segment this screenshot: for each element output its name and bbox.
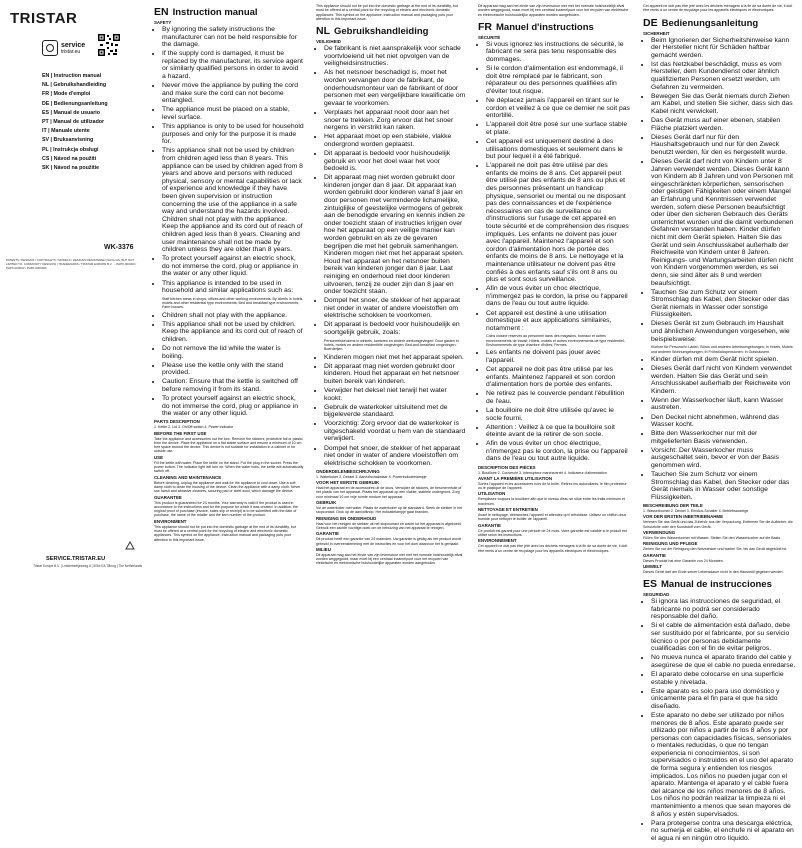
environment-list: Küchen für Personal in Läden, Büros und anderen Arbeitsumgebungen; In Hotels, Motels und anderen Wohnumgebungen; In Frühstückspensionen; In Gutshäusern. [651,345,793,354]
section-heading: REINIGUNG UND PFLEGE [643,541,698,547]
section-heading: SEGURIDAD [643,592,670,598]
language-title: Gebruikshandleiding [334,26,429,38]
section-heading: VOR DER ERSTEN INBETRIEBNAHME [643,514,724,520]
list-item: • Als het netsnoer beschadigd is, moet het worden vervangen door de fabrikant, de onderhoudsmonteur van de fabrikant of door personen met een vergelijkbare kwalificatie om gevaar te voorkomen. [324,69,466,107]
list-item: • Never move the appliance by pulling the cord and make sure the cord can not become entangled. [162,82,304,105]
brand-column [0,0,144,575]
list-item: • Vorsicht: Der Wasserkocher muss ausgeschaltet sein, bevor er von der Basis genommen wird. [651,447,796,470]
section-heading: SICHERHEIT [643,30,670,36]
list-item: • Attention : Veillez à ce que la bouilloire soit éteinte avant de la retirer de son socle. [486,424,631,439]
list-item: • Bitte den Wasserkocher nur mit der mitgelieferten Basis verwenden. [651,430,796,445]
list-item: • Bewegen Sie das Gerät niemals durch Ziehen am Kabel, und stellen Sie sicher, dass sich das Kabel nicht verwickelt. [651,93,796,116]
paragraph: Ce produit est garanti pour une période de 24 mois. Votre garantie est valable si le produit est utilisé selon les instructions. [478,528,627,537]
list-item: • Das Gerät muss auf einer ebenen, stabilen Fläche platziert werden. [651,117,796,132]
list-item: • This appliance shall not be used by children from children aged less than 8 years. This appliance can be used by children aged from 8 years and above and persons with reduced physical, sensory or mental capabilities or lack of experience and knowledge if they have been given supervision or instruction concerning the use of the appliance in a safe way and understand the hazards involved. Children shall not play with the appliance. Keep the appliance and its cord out of reach of children aged less than 8 years. Cleaning and user maintenance shall not be made by children unless they are older than 8 years. [162,147,304,253]
list-item: • Afin de vous éviter un choc électrique, n'immergez pas le cordon, la prise ou l'appareil dans de l'eau ou tout autre liquide. [486,440,631,463]
language-code: ES [643,578,658,591]
list-item: • Verwijder het deksel niet terwijl het water kookt. [324,387,466,402]
manual-item: ES | Manual de usuario [42,109,100,116]
de-header [643,17,796,29]
paragraph: Cet appareil ne doit pas être jeté avec les déchets ménagers à la fin de sa durée de vie, il doit être remis à un centre de recyclage pour les appareils électriques et électroniques. [643,4,793,13]
en-header [154,6,304,18]
manual-language-list [42,72,140,173]
parts-description: 1. Wasserkocher 2. Deckel 3. Ein/Aus-Schalter 4. Betriebsanzeige [643,509,749,514]
list-item: • Cet appareil ne doit pas être utilisé par les enfants. Maintenez l'appareil et son cordon d'alimentation hors de portée des enfants. [486,366,631,389]
list-item: • No mueva nunca el aparato tirando del cable y asegúrese de que el cable no pueda enredarse. [651,654,796,669]
paragraph: Haal voor het reinigen de stekker uit het stopcontact en wacht tot het apparaat is afgekoeld. Gebruik een zachte vochtige doek om de behuizing van het apparaat te reinigen. [316,521,462,530]
parts-description: 1. Bouilloire 2. Couvercle 3. Interrupteur marche/arrêt 4. Indicateur d'alimentation [478,470,607,475]
paragraph: Dit product heeft een garantie van 24 maanden. Uw garantie is geldig als het product wordt gebruikt in overeenstemming met de instructies en voor het doel waarvoor het is gemaakt. [316,537,461,546]
list-item: • Si el cable de alimentación está dañado, debe ser sustituido por el fabricante, por su servicio técnico o por personas debidamente cualificadas con el fin de evitar peligros. [651,622,796,652]
list-item: • Afin de vous éviter un choc électrique, n'immergez pas le cordon, la prise ou l'appareil dans de l'eau ou tout autre liquide. [486,285,631,308]
section-heading: VOOR HET EERSTE GEBRUIK [316,480,380,486]
safety-list [643,598,796,842]
paragraph: Füllen Sie den Wasserkocher mit Wasser. Stellen Sie den Wasserkocher auf die Basis. [643,535,782,540]
section-heading: ENVIRONMENT [154,518,187,524]
safety-list-2 [478,349,631,463]
nl-header [316,25,466,37]
language-title: Bedienungsanleitung [661,17,759,29]
list-item: • L'appareil ne doit pas être utilisé par des enfants de moins de 8 ans. Cet appareil peut être utilisé par des enfants de 8 ans ou plus et des personnes présentant un handicap physique, sensoriel ou mental ou ne disposant pas des connaissances et de l'expérience nécessaires en cas de surveillance ou d'instructions sur l'usage de cet appareil en toute sécurité et de compréhension des risques impliqués. Les enfants ne doivent pas jouer avec l'appareil. Maintenez l'appareil et son cordon d'alimentation hors de portée des enfants de moins de 8 ans. Le nettoyage et la maintenance utilisateur ne doivent pas être confiés à des enfants sauf s'ils ont 8 ans ou plus et sont sous surveillance. [486,162,631,284]
paragraph: Sortez l'appareil et les accessoires hors de la boîte. Retirez les autocollants, le film protecteur ou le plastique de l'appareil. [478,481,627,491]
section-heading: GARANTIE [643,552,666,558]
section-heading: GEBRUIK [316,500,337,506]
tristar-logo: TRISTAR [10,10,78,27]
list-item: • Please use the kettle only with the stand provided. [162,362,304,377]
manual-item: DE | Bedienungsanleitung [42,100,108,107]
manual-item: PL | Instrukcja obsługi [42,146,99,153]
paragraph: Vul de waterkoker met water. Plaats de waterkoker op de standaard. Steek de stekker in het stopcontact. Druk op de aan/uitknop. Het indicatielampje gaat branden. [316,506,463,515]
section-heading: USE [154,454,164,460]
list-item: • Dieses Gerät darf nicht von Kindern verwendet werden. Halten Sie das Gerät und sein Anschlusskabel außerhalb der Reichweite von Kindern. [651,365,796,395]
manual-item: CS | Návod na použití [42,155,97,162]
section-heading: GUARANTEE [154,494,182,500]
list-item: • El aparato debe colocarse en una superficie estable y nivelada. [651,671,796,686]
safety-list-2 [316,354,466,468]
list-item: • Les enfants ne doivent pas jouer avec l'appareil. [486,349,631,364]
section-heading: BEFORE THE FIRST USE [154,430,207,436]
list-item: • Dit apparaat is bedoeld voor huishoudelijk gebruik en voor het doel waar het voor bedoeld is. [324,150,466,173]
paragraph: Dit apparaat mag aan het einde van zijn levensduur niet met het normale huishoudelijk afval worden weggegooid, maar moet bij een centraal inzamelpunt voor het recyclen van elektrische en elektronische huishoudelijke apparaten worden aangeboden. [316,552,463,566]
list-item: • To protect yourself against an electric shock, do not immerse the cord, plug or appliance in the water or any other liquid. [162,255,304,278]
paragraph: This appliance should not be put into the domestic garbage at the end of its durability, but must be offered at a central point for the recycling of electric and electronic domestic appliances. This symbol on the appliance, instruction manual and packaging puts your attention to this important issue. [316,4,458,21]
paragraph: Avant le nettoyage, débranchez l'appareil et attendez qu'il refroidisse. Utilisez un chiffon doux humide pour nettoyer le boîtier de l'appareil. [478,513,627,522]
environment-list: Coins cuisine réservés au personnel dans des magasins, bureaux et autres environnements de travail; Hôtels, motels et autres environnements de type résidentiel; Environnements de type chambre d'hôtes; Fermes. [486,334,625,347]
section-heading: GARANTIE [478,522,501,528]
section-heading: NETTOYAGE ET ENTRETIEN [478,507,538,513]
list-item: • By ignoring the safety instructions the manufacturer can not be held responsible for the damage. [162,26,304,49]
list-item: • Dit apparaat mag niet worden gebruikt door kinderen jonger dan 8 jaar. Dit apparaat kan worden gebruikt door kinderen vanaf 8 jaar en door personen met verminderde lichamelijke, zintuiglijke of geestelijke vermogens of gebrek aan de benodigde ervaring en kennis indien ze onder toezicht staan of instructies krijgen over hoe het apparaat op een veilige manier kan worden gebruikt en als ze de gevaren begrijpen die met het gebruik samenhangen. Kinderen mogen niet met het apparaat spelen. Houd het apparaat en het netsnoer buiten bereik van kinderen jonger dan 8 jaar. Laat reiniging en onderhoud niet door kinderen uitvoeren, tenzij ze ouder zijn dan 8 jaar en onder toezicht staan. [324,174,466,296]
list-item: • Ne déplacez jamais l'appareil en tirant sur le cordon et veillez à ce que ce dernier ne soit pas entortillé. [486,97,631,120]
list-item: • This appliance shall not be used by children. Keep the appliance and its cord out of reach of children. [162,321,304,344]
section-heading: CLEANING AND MAINTENANCE [154,474,222,480]
paragraph: Haal het apparaat en de accessoires uit de doos. Verwijder de stickers, de beschermfolie of het plastic van het apparaat. Plaats het apparaat op een vlakke, stabiele ondergrond. Zorg voor minimaal 10 cm vrije ruimte rondom het apparaat. [316,486,462,499]
section-heading: MILIEU [316,546,331,552]
paragraph: This appliance should not be put into the domestic garbage at the end of its durability, but must be offered at a central point for the recycling of electric and electronic domestic appliances. This symbol on the appliance, instruction manual and packaging puts your attention to this important issue. [154,524,296,542]
manual-item: IT | Manuale utente [42,128,90,135]
list-item: • Ist das Netzkabel beschädigt, muss es vom Hersteller, dem Kundendienst oder ähnlich qualifizierten Personen ersetzt werden, um Gefahren zu vermeiden. [651,61,796,91]
list-item: • Cet appareil est destiné à une utilisation domestique et aux applications similaires, notamment : [486,310,631,333]
list-item: • Dieses Gerät ist zum Gebrauch im Haushalt und ähnlichen Anwendungen vorgesehen, wie beispielsweise: [651,320,796,343]
section-heading: VEILIGHEID [316,39,341,45]
section-heading: UTILISATION [478,491,506,497]
service-badge [42,40,85,56]
section-heading: DESCRIPTION DES PIÈCES [478,464,536,470]
safety-list-2 [154,312,304,418]
paragraph: Take the appliance and accessories out the box. Remove the stickers, protective foil or plastic from the device. Place the appliance on a flat stable surface and ensure a minimum of 10 cm. free space around the device. This device is not suitable for installation in a cabinet or for outside use. [154,436,303,454]
language-title: Manuel d'instructions [496,21,594,33]
recycle-icon [124,540,136,552]
list-item: • Den Deckel nicht abnehmen, während das Wasser kocht. [651,414,796,429]
qr-code [98,34,120,56]
paragraph: Before cleaning, unplug the appliance and wait for the appliance to cool down. Use a soft damp cloth to clean the housing of the device. Clean the appliance with a damp cloth. Never use harsh and abrasive cleaners, scouring pad or steel wool, which damage the device. [154,480,301,494]
service-url[interactable]: tristar.eu [61,48,81,55]
paragraph: This product is guaranteed for 24 months. Your warranty is valid if the product is used in accordance to the instructions and for the purpose for which it was created. In addition, the original proof of purchase (invoice, sales slip or receipt) is to be submitted with the date of purchase, the name of the retailer and the item number of the product. [154,500,299,518]
list-item: • This appliance is only to be used for household purposes and only for the purpose it is made for. [162,123,304,146]
service-mark-icon [42,40,58,56]
list-item: • Do not remove the lid while the water is boiling. [162,345,304,360]
list-item: • Caution: Ensure that the kettle is switched off before removing it from its stand. [162,378,304,393]
list-item: • Wenn der Wasserkocher läuft, kann Wasser austreten. [651,397,796,412]
service-label: service [61,41,86,49]
manual-item: PT | Manual de utilizador [42,119,105,126]
list-item: • Verplaats het apparaat nooit door aan het snoer te trekken. Zorg ervoor dat het snoer nergens in verstrikt kan raken. [324,109,466,132]
section-heading: SAFETY [154,20,172,25]
list-item: • Kinder dürfen mit dem Gerät nicht spielen. [651,356,796,364]
language-code: EN [154,6,169,18]
language-code: FR [478,20,492,33]
list-item: • La bouilloire ne doit être utilisée qu'avec le socle fourni. [486,407,631,422]
safety-list-2 [643,356,796,502]
company-address: Tristar Europe B.V. | Lekkerbeetjesweg 6 | 5054 EA Tilburg | The Netherlands [33,564,142,568]
safety-list [478,41,631,332]
list-item: • Dieses Gerät darf nicht von Kindern unter 8 Jahren verwendet werden. Dieses Gerät kann von Kindern ab 8 Jahren und von Personen mit eingeschränkten körperlichen, sensorischen oder geistigen Fähigkeiten oder einem Mangel an Erfahrung und Kenntnissen verwendet werden, sofern diese Personen beaufsichtigt oder über den sicheren Gebrauch des Geräts unterrichtet wurden und die damit verbundenen Gefahren verstanden haben. Kinder dürfen nicht mit dem Gerät spielen. Halten Sie das Gerät und sein Anschlusskabel außerhalb der Reichweite von Kindern unter 8 Jahren. Reinigungs- und Wartungsarbeiten dürfen nicht von Kindern vorgenommen werden, es sei denn, sie sind älter als 8 und werden beaufsichtigt. [651,158,796,287]
list-item: • This appliance is intended to be used in household and similar applications such as: [162,280,304,295]
manual-item: NL | Gebruikshandleiding [42,82,107,89]
section-heading: SÉCURITÉ [478,34,501,40]
service-website[interactable]: SERVICE.TRISTAR.EU [46,556,106,562]
manual-item: SV | Bruksanvisning [42,137,94,144]
safety-list [154,26,304,295]
manual-item: FR | Mode d'emploi [42,91,91,98]
language-title: Instruction manual [172,7,258,18]
list-item: • Dit apparaat is bedoeld voor huishoudelijk en soortgelijk gebruik, zoals: [324,321,466,336]
list-item: • Dompel het snoer, de stekker of het apparaat niet onder in water of andere vloeistoffen om elektrische schokken te voorkomen. [324,297,466,320]
list-item: • Para protegerse contra una descarga eléctrica, no sumerja el cable, el enchufe ni el aparato en el agua ni en ningún otro líquido. [651,820,796,843]
patent-notice: PATENTS / DESIGNS / COPYRIGHTS / MODELS / DESIGNS REGISTERED (SUCH AS, BUT NOT LIMITED TO, COMMUNITY DESIGNS) / TRADEMARKS / TRISTAR EUROPE B.V. ... PHPK.000000 / PHPK.000000 / PHPK.0000000 [6,258,137,270]
list-item: • Dieses Gerät darf nur für den Haushaltsgebrauch und nur für den Zweck benutzt werden, für den es hergestellt wurde. [651,134,796,157]
list-item: • Si le cordon d'alimentation est endommagé, il doit être remplacé par le fabricant, son réparateur ou des personnes qualifiées afin d'éviter tout risque. [486,65,631,95]
safety-list [316,45,466,336]
model-number: WK-3376 [104,244,134,251]
list-item: • Kinderen mogen niet met het apparaat spelen. [324,354,466,362]
fr-header [478,21,631,33]
environment-list: Personeelskeukens in winkels, kantoren en andere werkomgevingen; Door gasten in hotels, motels en andere residentiële omgevingen; Bed-and-breakfast omgevingen; Boerderijen. [324,338,459,352]
list-item: • Si vous ignorez les instructions de sécurité, le fabricant ne sera pas tenu responsable des dommages. [486,41,631,64]
list-item: • The appliance must be placed on a stable, level surface. [162,106,304,121]
language-code: NL [316,25,330,38]
section-heading: AVANT LA PREMIÈRE UTILISATION [478,475,552,481]
section-heading: ONDERDELENBESCHRIJVING [316,468,380,474]
section-heading: ENVIRONNEMENT [478,538,517,544]
paragraph: Dit apparaat mag aan het einde van zijn levensduur niet met het normale huishoudelijk afval worden weggegooid, maar moet bij een centraal inzamelpunt voor het recyclen van elektrische en elektronische huishoudelijke apparaten worden aangeboden. [478,4,629,17]
section-heading: REINIGING EN ONDERHOUD [316,515,377,521]
paragraph: Nehmen Sie das Gerät und das Zubehör aus der Verpackung. Entfernen Sie die Aufkleber, die Schutzfolie oder den Kunststoff vom Gerät. [643,520,793,529]
fr-column [472,0,637,575]
paragraph: Dieses Gerät darf am Ende seiner Lebensdauer nicht in den Hausmüll gegeben werden. [643,569,784,574]
list-item: • Si ignora las instrucciones de seguridad, el fabricante no podrá ser considerado responsable del daño. [651,598,796,621]
language-code: DE [643,16,658,29]
paragraph: Cet appareil ne doit pas être jeté avec les déchets ménagers à la fin de sa durée de vie, il doit être remis à un centre de recyclage pour les appareils électriques et électroniques. [478,544,628,553]
section-heading: GARANTIE [316,531,339,537]
nl-column [310,0,472,575]
list-item: • To protect yourself against an electric shock, do not immerse the cord, plug or appliance in the water or any other liquid. [162,395,304,418]
de-es-column [637,0,802,842]
manual-item: SK | Návod na použitie [42,165,100,172]
section-heading: BESCHREIBUNG DER TEILE [643,503,703,509]
es-header [643,578,796,590]
list-item: • Voorzichtig: Zorg ervoor dat de waterkoker is uitgeschakeld voordat u hem van de standaard verwijdert. [324,420,466,443]
manual-item: EN | Instruction manual [42,73,102,79]
section-heading: VERWENDUNG [643,529,676,535]
paragraph: Dieses Produkt hat eine Garantie von 24 Monaten. [643,558,724,563]
list-item: • De fabrikant is niet aansprakelijk voor schade voortvloeiend uit het niet opvolgen van de veiligheidsinstructies. [324,45,466,68]
section-heading: PARTS DESCRIPTION [154,419,200,425]
paragraph: Ziehen Sie vor der Reinigung den Netzstecker und warten Sie, bis das Gerät abgekühlt ist. [643,547,788,552]
environment-list: Staff kitchen areas in shops, offices and other working environments; By clients in hotels, motels and other residential type environments; Bed and breakfast type environments; Farm houses. [162,296,304,310]
parts-description: 1. Kettle 2. Lid 3. On/Off switch 4. Power indicator [154,425,234,430]
list-item: • Este aparato no debe ser utilizado por niños menores de 8 años. Este aparato puede ser utilizado por niños a partir de los 8 años y por personas con capacidades físicas, sensoriales o mentales reducidas, o que no tengan experiencia ni conocimientos, si son supervisados o instruidos en el uso del aparato de forma segura y entienden los riesgos implicados. Los niños no pueden jugar con el aparato. Mantenga el aparato y el cable fuera del alcance de los niños menores de 8 años. Los niños no podrán realizar la limpieza ni el mantenimiento a menos que sean mayores de 8 años y estén supervisados. [651,712,796,818]
list-item: • Tauchen Sie zum Schutz vor einem Stromschlag das Kabel, den Stecker oder das Gerät niemals in Wasser oder sonstige Flüssigkeiten. [651,471,796,501]
list-item: • Children shall not play with the appliance. [162,312,304,320]
safety-list [643,37,796,344]
list-item: • Gebruik de waterkoker uitsluitend met de bijgeleverde standaard. [324,404,466,419]
paragraph: Fill the kettle with water. Place the kettle on the stand. Put the plug in the socket. Press the power button. The indicator light will turn on. When the water boils, the kettle will automatically switch off. [154,460,304,474]
parts-description: 1. Waterkoker 2. Deksel 3. Aan/uitschakelaar 4. Powerindicatielampje [316,474,427,479]
list-item: • Beim Ignorieren der Sicherheitshinweise kann der Hersteller nicht für Schäden haftbar gemacht werden. [651,37,796,60]
section-heading: UMWELT [643,563,662,569]
list-item: • L'appareil doit être posé sur une surface stable et plate. [486,121,631,136]
list-item: • If the supply cord is damaged, it must be replaced by the manufacturer, its service agent or similarly qualified persons in order to avoid a hazard. [162,50,304,80]
en-column [148,0,310,575]
list-item: • Dompel het snoer, de stekker of het apparaat niet onder in water of andere vloeistoffen om elektrische schokken te voorkomen. [324,445,466,468]
list-item: • Este aparato es solo para uso doméstico y únicamente para el fin para el que ha sido diseñado. [651,688,796,711]
list-item: • Tauchen Sie zum Schutz vor einem Stromschlag das Kabel, den Stecker oder das Gerät niemals in Wasser oder sonstige Flüssigkeiten. [651,289,796,319]
list-item: • Het apparaat moet op een stabiele, vlakke ondergrond worden geplaatst. [324,133,466,148]
list-item: • Ne retirez pas le couvercle pendant l'ébullition de l'eau. [486,390,631,405]
language-title: Manual de instrucciones [661,579,772,591]
paragraph: Remplissez toujours la bouilloire afin que le niveau d'eau se situe entre les traits minimum et maximum. [478,497,625,506]
list-item: • Cet appareil est uniquement destiné à des utilisations domestiques et seulement dans le but pour lequel il a été fabriqué. [486,138,631,161]
list-item: • Dit apparaat mag niet worden gebruikt door kinderen. Houd het apparaat en het netsnoer buiten bereik van kinderen. [324,363,466,386]
